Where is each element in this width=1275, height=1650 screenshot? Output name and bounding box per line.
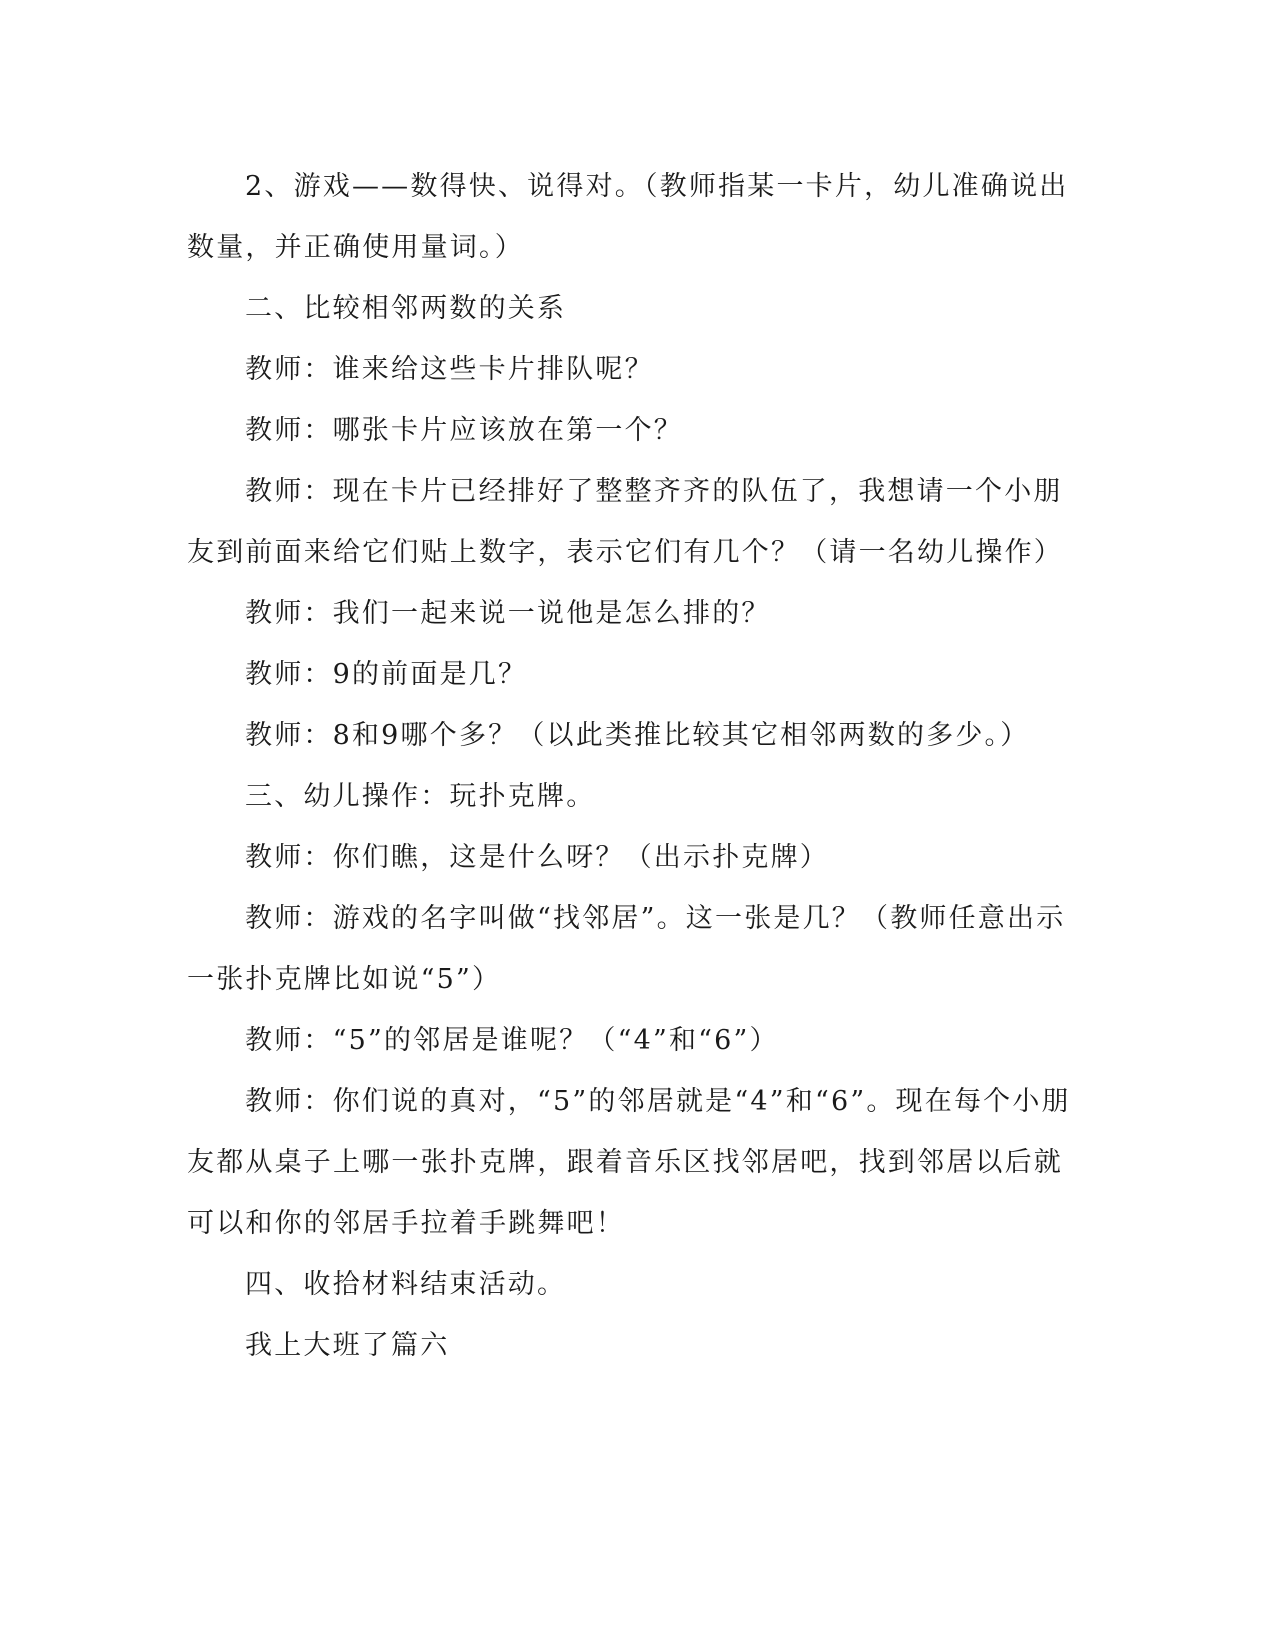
heading-play-cards: 三、幼儿操作：玩扑克牌。	[245, 781, 596, 812]
document-body	[187, 156, 1073, 1376]
paragraph-teacher-line-7: 教师：你们瞧，这是什么呀？（出示扑克牌）	[245, 842, 829, 873]
paragraph-teacher-line-4: 教师：我们一起来说一说他是怎么排的？	[245, 598, 771, 629]
paragraph-teacher-line-3: 教师：现在卡片已经排好了整整齐齐的队伍了，我想请一个小朋友到前面来给它们贴上数字，表示它们有几个？（请一名幼儿操作）	[187, 476, 1063, 568]
paragraph-teacher-line-10: 教师：你们说的真对，“5”的邻居就是“4”和“6”。现在每个小朋友都从桌子上哪一张扑克牌，跟着音乐区找邻居吧，找到邻居以后就可以和你的邻居手拉着手跳舞吧！	[187, 1086, 1071, 1239]
heading-compare-numbers: 二、比较相邻两数的关系	[245, 293, 567, 324]
paragraph-teacher-line-9: 教师：“5”的邻居是谁呢？（“4”和“6”）	[245, 1025, 779, 1056]
paragraph-teacher-line-2: 教师：哪张卡片应该放在第一个？	[245, 415, 683, 446]
paragraph-game-count: 2、游戏——数得快、说得对。（教师指某一卡片，幼儿准确说出数量，并正确使用量词。）	[187, 171, 1069, 263]
paragraph-teacher-line-1: 教师：谁来给这些卡片排队呢？	[245, 354, 654, 385]
paragraph-teacher-line-6: 教师：8和9哪个多？（以此类推比较其它相邻两数的多少。）	[245, 720, 1030, 751]
paragraph-teacher-line-5: 教师：9的前面是几？	[245, 659, 528, 690]
paragraph-teacher-line-8: 教师：游戏的名字叫做“找邻居”。这一张是几？（教师任意出示一张扑克牌比如说“5”）	[187, 903, 1066, 995]
section-title-part-six: 我上大班了篇六	[245, 1330, 450, 1361]
heading-clean-up: 四、收拾材料结束活动。	[245, 1269, 567, 1300]
